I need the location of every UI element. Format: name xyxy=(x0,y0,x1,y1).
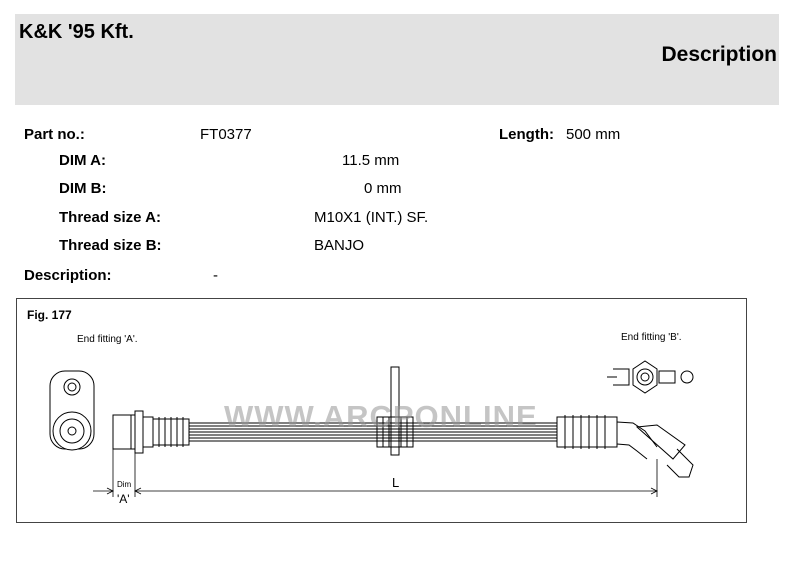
figure-label: Fig. 177 xyxy=(27,308,72,322)
dim-label: Dim xyxy=(117,480,132,489)
description-value: - xyxy=(213,267,218,284)
part-no-label: Part no.: xyxy=(24,126,85,143)
fitting-b-bent-tube xyxy=(617,422,693,477)
fitting-a-side-view xyxy=(50,371,94,450)
fitting-a-nut xyxy=(113,411,153,453)
dim-b-label: DIM B: xyxy=(59,180,107,197)
hose-figure xyxy=(16,298,747,523)
length-label: Length: xyxy=(499,126,554,143)
length-value: 500 mm xyxy=(566,126,621,143)
thread-a-label: Thread size A: xyxy=(59,209,161,226)
length-tag: L xyxy=(392,475,400,490)
dim-a-label: DIM A: xyxy=(59,152,106,169)
page-title: Description xyxy=(661,43,777,66)
thread-b-label: Thread size B: xyxy=(59,237,162,254)
thread-b-value: BANJO xyxy=(314,237,365,254)
description-label: Description: xyxy=(24,267,112,284)
hose-ferrule-left xyxy=(153,417,189,447)
company-name: K&K '95 Kft. xyxy=(19,21,134,43)
hose-ferrule-right xyxy=(557,415,617,449)
part-no-value: FT0377 xyxy=(200,126,252,143)
thread-a-value: M10X1 (INT.) SF. xyxy=(314,209,429,226)
fitting-b-detail xyxy=(607,361,693,393)
dim-a-tag: 'A' xyxy=(117,492,130,506)
dim-b-value: 0 mm xyxy=(364,180,402,197)
dimension-lines xyxy=(93,449,657,497)
dim-a-value: 11.5 mm xyxy=(342,152,400,169)
watermark: WWW.ARCPONLINE xyxy=(224,399,538,434)
header-banner xyxy=(15,14,779,105)
end-fitting-b-label: End fitting 'B'. xyxy=(621,332,682,343)
end-fitting-a-label: End fitting 'A'. xyxy=(77,334,138,345)
